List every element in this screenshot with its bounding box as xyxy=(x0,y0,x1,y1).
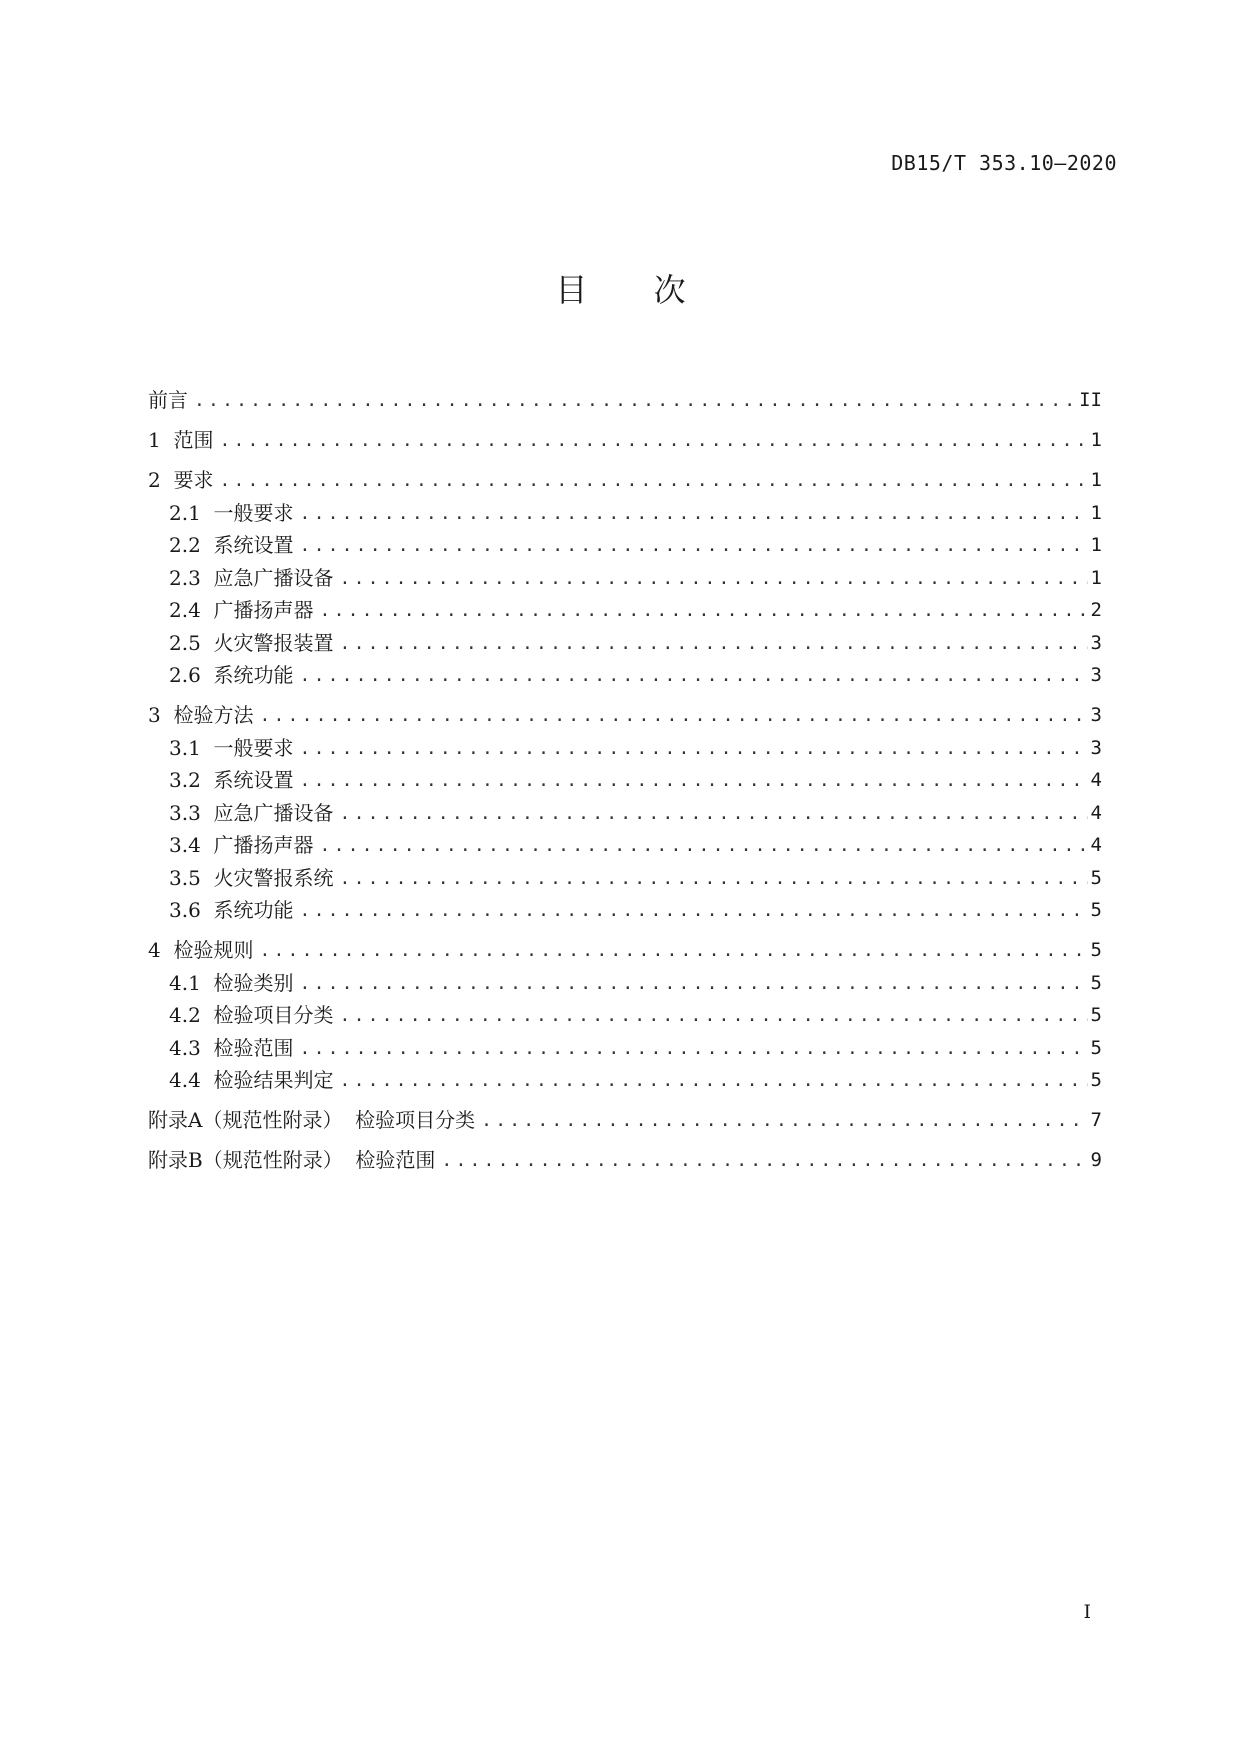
toc-entry-page-number: 7 xyxy=(1090,1109,1102,1131)
toc-dot-leader xyxy=(294,738,1088,760)
toc-dot-leader xyxy=(294,973,1088,995)
toc-entry-page-number: 1 xyxy=(1090,501,1102,524)
toc-entry[interactable] xyxy=(148,995,1102,1028)
toc-entry-page-number: 3 xyxy=(1090,704,1102,726)
toc-entry-label: 前言 xyxy=(148,388,188,412)
toc-entry-label: 3.3 应急广播设备 xyxy=(169,800,334,825)
toc-entry-label: 2.6 系统功能 xyxy=(169,663,294,687)
toc-dot-leader xyxy=(314,600,1088,622)
toc-dot-leader xyxy=(213,430,1088,452)
toc-dot-leader xyxy=(475,1110,1088,1132)
toc-entry-label: 2.4 广播扬声器 xyxy=(169,598,314,622)
toc-entry[interactable] xyxy=(148,372,1102,412)
toc-entry-label: 3.6 系统功能 xyxy=(169,898,294,922)
toc-entry-label: 2.2 系统设置 xyxy=(169,533,294,557)
toc-entry-label: 2.1 一般要求 xyxy=(169,500,294,525)
toc-entry-page-number: 5 xyxy=(1090,899,1102,921)
toc-entry[interactable] xyxy=(148,857,1102,890)
toc-entry-label: 4.4 检验结果判定 xyxy=(169,1068,334,1092)
toc-dot-leader xyxy=(294,535,1088,557)
toc-entry[interactable] xyxy=(148,412,1102,452)
toc-dot-leader xyxy=(253,940,1088,962)
toc-entry-label: 3 检验方法 xyxy=(148,703,254,727)
toc-entry[interactable] xyxy=(148,590,1102,623)
toc-entry-page-number: 1 xyxy=(1090,429,1102,451)
toc-entry-label: 3.5 火灾警报系统 xyxy=(169,865,334,890)
toc-entry-page-number: 1 xyxy=(1090,566,1102,589)
toc-dot-leader xyxy=(435,1150,1088,1172)
toc-entry[interactable] xyxy=(148,962,1102,995)
toc-dot-leader xyxy=(188,390,1079,412)
toc-entry[interactable] xyxy=(148,922,1102,962)
toc-entry-page-number: 1 xyxy=(1090,469,1102,491)
toc-entry-label: 4.3 检验范围 xyxy=(169,1035,294,1060)
toc-entry-label: 3.1 一般要求 xyxy=(169,735,294,760)
toc-entry[interactable] xyxy=(148,1027,1102,1060)
toc-entry[interactable] xyxy=(148,655,1102,688)
toc-entry-page-number: 5 xyxy=(1090,866,1102,889)
toc-entry-page-number: 3 xyxy=(1090,664,1102,686)
toc-dot-leader xyxy=(334,633,1088,655)
toc-entry[interactable] xyxy=(148,622,1102,655)
toc-entry[interactable] xyxy=(148,452,1102,492)
toc-entry-page-number: 5 xyxy=(1090,1036,1102,1059)
toc-entry[interactable] xyxy=(148,525,1102,558)
toc-dot-leader xyxy=(334,1070,1088,1092)
toc-entry[interactable] xyxy=(148,492,1102,525)
toc-entry-page-number: 5 xyxy=(1090,939,1102,961)
table-of-contents xyxy=(148,372,1102,1172)
toc-entry-page-number: II xyxy=(1079,389,1102,411)
toc-entry-label: 3.2 系统设置 xyxy=(169,768,294,792)
toc-dot-leader xyxy=(253,705,1088,727)
toc-entry-page-number: 4 xyxy=(1090,834,1102,856)
toc-entry[interactable] xyxy=(148,760,1102,793)
toc-entry-page-number: 5 xyxy=(1090,971,1102,994)
toc-entry-page-number: 4 xyxy=(1090,769,1102,791)
toc-entry-page-number: 2 xyxy=(1090,599,1102,621)
toc-entry-label: 4.1 检验类别 xyxy=(169,970,294,995)
toc-dot-leader xyxy=(294,1038,1088,1060)
toc-dot-leader xyxy=(294,900,1088,922)
toc-entry[interactable] xyxy=(148,727,1102,760)
toc-entry[interactable] xyxy=(148,1132,1102,1172)
toc-dot-leader xyxy=(294,503,1088,525)
toc-entry[interactable] xyxy=(148,1092,1102,1132)
toc-entry-page-number: 3 xyxy=(1090,631,1102,654)
toc-entry-label: 3.4 广播扬声器 xyxy=(169,833,314,857)
toc-entry[interactable] xyxy=(148,687,1102,727)
toc-dot-leader xyxy=(213,470,1088,492)
toc-entry-label: 附录A（规范性附录） 检验项目分类 xyxy=(148,1108,476,1132)
toc-entry-label: 2.5 火灾警报装置 xyxy=(169,630,334,655)
page-title: 目 次 xyxy=(555,271,686,309)
toc-entry[interactable] xyxy=(148,792,1102,825)
toc-dot-leader xyxy=(334,1005,1088,1027)
toc-entry-page-number: 5 xyxy=(1090,1069,1102,1091)
toc-entry-label: 1 范围 xyxy=(148,428,214,452)
toc-entry-label: 4.2 检验项目分类 xyxy=(169,1003,334,1027)
document-code: DB15/T 353.10—2020 xyxy=(891,151,1117,175)
toc-entry-label: 附录B（规范性附录） 检验范围 xyxy=(148,1148,436,1172)
toc-entry-label: 2.3 应急广播设备 xyxy=(169,565,334,590)
toc-entry-label: 2 要求 xyxy=(148,468,214,492)
toc-entry-page-number: 5 xyxy=(1090,1004,1102,1026)
toc-dot-leader xyxy=(294,665,1088,687)
toc-dot-leader xyxy=(334,803,1088,825)
toc-entry[interactable] xyxy=(148,890,1102,923)
toc-entry-label: 4 检验规则 xyxy=(148,938,254,962)
toc-entry-page-number: 3 xyxy=(1090,736,1102,759)
footer-page-number: I xyxy=(1083,1601,1091,1623)
toc-entry[interactable] xyxy=(148,825,1102,858)
toc-dot-leader xyxy=(314,835,1088,857)
toc-dot-leader xyxy=(334,568,1088,590)
toc-dot-leader xyxy=(334,868,1088,890)
toc-entry-page-number: 4 xyxy=(1090,801,1102,824)
toc-entry-page-number: 9 xyxy=(1090,1149,1102,1171)
toc-entry[interactable] xyxy=(148,557,1102,590)
toc-dot-leader xyxy=(294,770,1088,792)
toc-entry[interactable] xyxy=(148,1060,1102,1093)
toc-entry-page-number: 1 xyxy=(1090,534,1102,556)
